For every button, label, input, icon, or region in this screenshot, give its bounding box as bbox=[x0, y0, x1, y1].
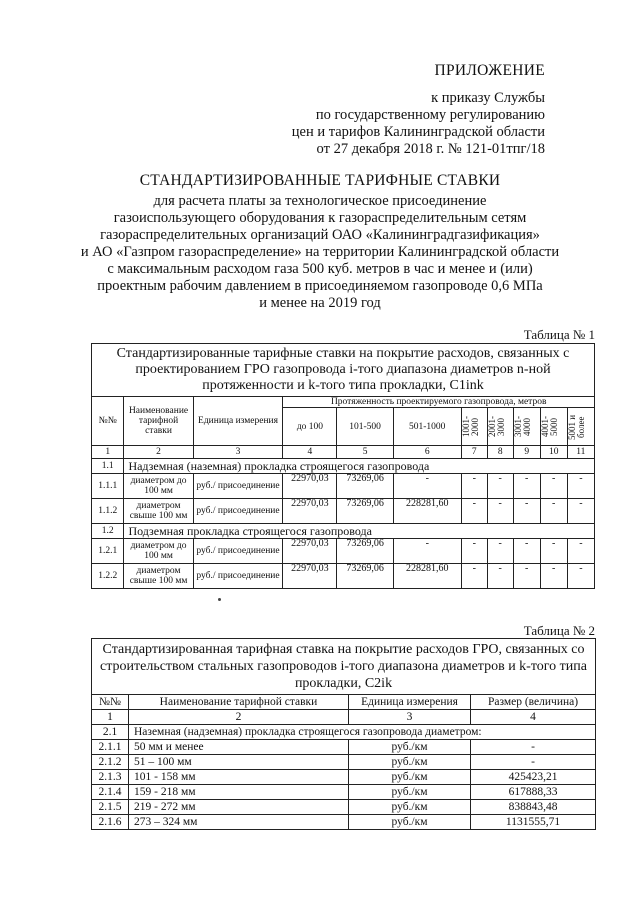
table1-cell: - bbox=[567, 499, 594, 524]
table1-range: 4001-5000 bbox=[539, 416, 559, 437]
table1-col-number: 2 bbox=[124, 446, 193, 459]
appendix-line: по государственному регулированию bbox=[315, 107, 545, 123]
table1-cell: - bbox=[487, 499, 513, 524]
table2-row-name: 101 - 158 мм bbox=[129, 770, 349, 785]
table1-cell: 228281,60 bbox=[393, 564, 461, 589]
table2 bbox=[91, 638, 596, 830]
table1-cell: - bbox=[487, 539, 513, 564]
table2-row-name: 219 - 272 мм bbox=[129, 800, 349, 815]
table2-col-number: 3 bbox=[349, 710, 471, 725]
table1-row-no: 1.2.2 bbox=[92, 564, 124, 589]
table1-range: 101-500 bbox=[337, 408, 393, 446]
table1-cell: - bbox=[487, 564, 513, 589]
table1-caption: Стандартизированные тарифные ставки на покрытие расходов, связанных с проектированием ГРО газопровода i-того диапазона диаметров n-ной протяженности и k-того типа прокладки, C1ink bbox=[92, 344, 595, 397]
table2-row-name: 50 мм и менее bbox=[129, 740, 349, 755]
table1-cell: 22970,03 bbox=[283, 539, 337, 564]
table2-label: Таблица № 2 bbox=[523, 623, 595, 638]
table1-cell: - bbox=[487, 474, 513, 499]
table2-row-value: 838843,48 bbox=[471, 800, 596, 815]
table2-row-no: 2.1.3 bbox=[92, 770, 129, 785]
table1-cell: - bbox=[567, 539, 594, 564]
table1-col-number: 3 bbox=[193, 446, 283, 459]
table1-row-unit: руб./ присоединение bbox=[193, 539, 283, 564]
table1-cell: - bbox=[540, 539, 567, 564]
table1-cell: 22970,03 bbox=[283, 474, 337, 499]
table1-section-no: 1.2 bbox=[92, 524, 124, 539]
table1-row-no: 1.1.1 bbox=[92, 474, 124, 499]
table1-row-no: 1.1.2 bbox=[92, 499, 124, 524]
table1-range: 2001-3000 bbox=[486, 416, 506, 437]
table2-row-no: 2.1.2 bbox=[92, 755, 129, 770]
table1-cell: - bbox=[513, 564, 540, 589]
table1-col-number: 4 bbox=[283, 446, 337, 459]
table1-range: до 100 bbox=[283, 408, 337, 446]
heading-line: проектным рабочим давлением в присоединяемом газопроводе 0,6 МПа bbox=[97, 278, 543, 294]
table2-row-name: 273 – 324 мм bbox=[129, 815, 349, 830]
appendix-line: от 27 декабря 2018 г. № 121-01тпг/18 bbox=[316, 141, 545, 157]
table1-cell: - bbox=[513, 539, 540, 564]
table1-cell: - bbox=[540, 499, 567, 524]
table2-row-unit: руб./км bbox=[349, 800, 471, 815]
heading-line: и менее на 2019 год bbox=[259, 295, 381, 311]
table1-col-number: 5 bbox=[337, 446, 393, 459]
table2-header: №№ bbox=[92, 695, 129, 710]
table1-cell: - bbox=[513, 499, 540, 524]
table1-cell: - bbox=[461, 499, 487, 524]
table1-cell: 73269,06 bbox=[337, 539, 393, 564]
table1-cell: 73269,06 bbox=[337, 564, 393, 589]
table1-row-unit: руб./ присоединение bbox=[193, 474, 283, 499]
table1-cell: 22970,03 bbox=[283, 564, 337, 589]
table1-cell: 73269,06 bbox=[337, 474, 393, 499]
table2-col-number: 2 bbox=[129, 710, 349, 725]
table1-range: 5001 и более bbox=[566, 413, 586, 440]
table1-cell: - bbox=[393, 539, 461, 564]
table1-header-no: №№ bbox=[92, 397, 124, 446]
table1-cell: - bbox=[461, 539, 487, 564]
table1-col-number: 9 bbox=[513, 446, 540, 459]
table2-row-value: 617888,33 bbox=[471, 785, 596, 800]
table2-header: Размер (величина) bbox=[471, 695, 596, 710]
table2-row-unit: руб./км bbox=[349, 815, 471, 830]
table2-row-unit: руб./км bbox=[349, 755, 471, 770]
table1-cell: - bbox=[461, 474, 487, 499]
table2-row-value: 1131555,71 bbox=[471, 815, 596, 830]
table1-cell: - bbox=[393, 474, 461, 499]
table2-section-no: 2.1 bbox=[92, 725, 129, 740]
table2-header: Наименование тарифной ставки bbox=[129, 695, 349, 710]
table2-row-no: 2.1.4 bbox=[92, 785, 129, 800]
table1-row-unit: руб./ присоединение bbox=[193, 499, 283, 524]
table1-cell: 22970,03 bbox=[283, 499, 337, 524]
heading-line: газоиспользующего оборудования к газораспределительным сетям bbox=[113, 210, 527, 226]
table2-row-unit: руб./км bbox=[349, 740, 471, 755]
stray-mark bbox=[218, 598, 221, 601]
appendix-line: к приказу Службы bbox=[431, 90, 545, 106]
table1-header-name: Наименование тарифной ставки bbox=[124, 397, 193, 446]
table2-row-value: - bbox=[471, 755, 596, 770]
table2-row-value: 425423,21 bbox=[471, 770, 596, 785]
table1-cell: - bbox=[540, 564, 567, 589]
table1-cell: - bbox=[567, 564, 594, 589]
heading-line: с максимальным расходом газа 500 куб. метров в час и менее и (или) bbox=[107, 261, 533, 277]
heading-line: и АО «Газпром газораспределение» на территории Калининградской области bbox=[80, 244, 560, 260]
table2-row-unit: руб./км bbox=[349, 785, 471, 800]
table2-caption: Стандартизированная тарифная ставка на покрытие расходов ГРО, связанных со строительством стальных газопроводов i-того диапазона диаметров и k-того типа прокладки, C2ik bbox=[92, 639, 596, 695]
table1-row-name: диаметром свыше 100 мм bbox=[124, 564, 193, 589]
table1-header-length: Протяженность проектируемого газопровода, метров bbox=[283, 397, 595, 408]
table2-col-number: 4 bbox=[471, 710, 596, 725]
table1-cell: - bbox=[461, 564, 487, 589]
table2-row-name: 51 – 100 мм bbox=[129, 755, 349, 770]
table2-row-name: 159 - 218 мм bbox=[129, 785, 349, 800]
table1-label: Таблица № 1 bbox=[523, 327, 595, 342]
table1-cell: 73269,06 bbox=[337, 499, 393, 524]
table1-cell: - bbox=[540, 474, 567, 499]
table1-col-number: 7 bbox=[461, 446, 487, 459]
heading-line: газораспределительных организаций ОАО «Калининградгазификация» bbox=[100, 227, 540, 243]
table1-cell: 228281,60 bbox=[393, 499, 461, 524]
table1-row-no: 1.2.1 bbox=[92, 539, 124, 564]
table1-section-title: Подземная прокладка строящегося газопровода bbox=[124, 524, 595, 539]
heading-line: для расчета платы за технологическое присоединение bbox=[153, 193, 487, 209]
table1-range: 501-1000 bbox=[393, 408, 461, 446]
appendix-title: ПРИЛОЖЕНИЕ bbox=[434, 62, 545, 79]
table1-row-unit: руб./ присоединение bbox=[193, 564, 283, 589]
table1-row-name: диаметром свыше 100 мм bbox=[124, 499, 193, 524]
table1-row-name: диаметром до 100 мм bbox=[124, 539, 193, 564]
table1-section-title: Надземная (наземная) прокладка строящегося газопровода bbox=[124, 459, 595, 474]
table1-col-number: 6 bbox=[393, 446, 461, 459]
table1 bbox=[91, 343, 595, 589]
table1-range: 1001-2000 bbox=[460, 416, 480, 437]
table2-header: Единица измерения bbox=[349, 695, 471, 710]
table1-col-number: 10 bbox=[540, 446, 567, 459]
table2-row-unit: руб./км bbox=[349, 770, 471, 785]
table2-row-no: 2.1.6 bbox=[92, 815, 129, 830]
table2-section-title: Наземная (надземная) прокладка строящегося газопровода диаметром: bbox=[129, 725, 596, 740]
table1-col-number: 1 bbox=[92, 446, 124, 459]
table1-row-name: диаметром до 100 мм bbox=[124, 474, 193, 499]
table1-section-no: 1.1 bbox=[92, 459, 124, 474]
table1-range: 3001-4000 bbox=[512, 416, 532, 437]
document-title: СТАНДАРТИЗИРОВАННЫЕ ТАРИФНЫЕ СТАВКИ bbox=[139, 172, 501, 189]
table1-col-number: 8 bbox=[487, 446, 513, 459]
table2-row-value: - bbox=[471, 740, 596, 755]
table1-header-unit: Единица измерения bbox=[193, 397, 283, 446]
table2-row-no: 2.1.5 bbox=[92, 800, 129, 815]
table2-col-number: 1 bbox=[92, 710, 129, 725]
table2-row-no: 2.1.1 bbox=[92, 740, 129, 755]
table1-cell: - bbox=[567, 474, 594, 499]
table1-cell: - bbox=[513, 474, 540, 499]
table1-col-number: 11 bbox=[567, 446, 594, 459]
appendix-line: цен и тарифов Калининградской области bbox=[291, 124, 545, 140]
